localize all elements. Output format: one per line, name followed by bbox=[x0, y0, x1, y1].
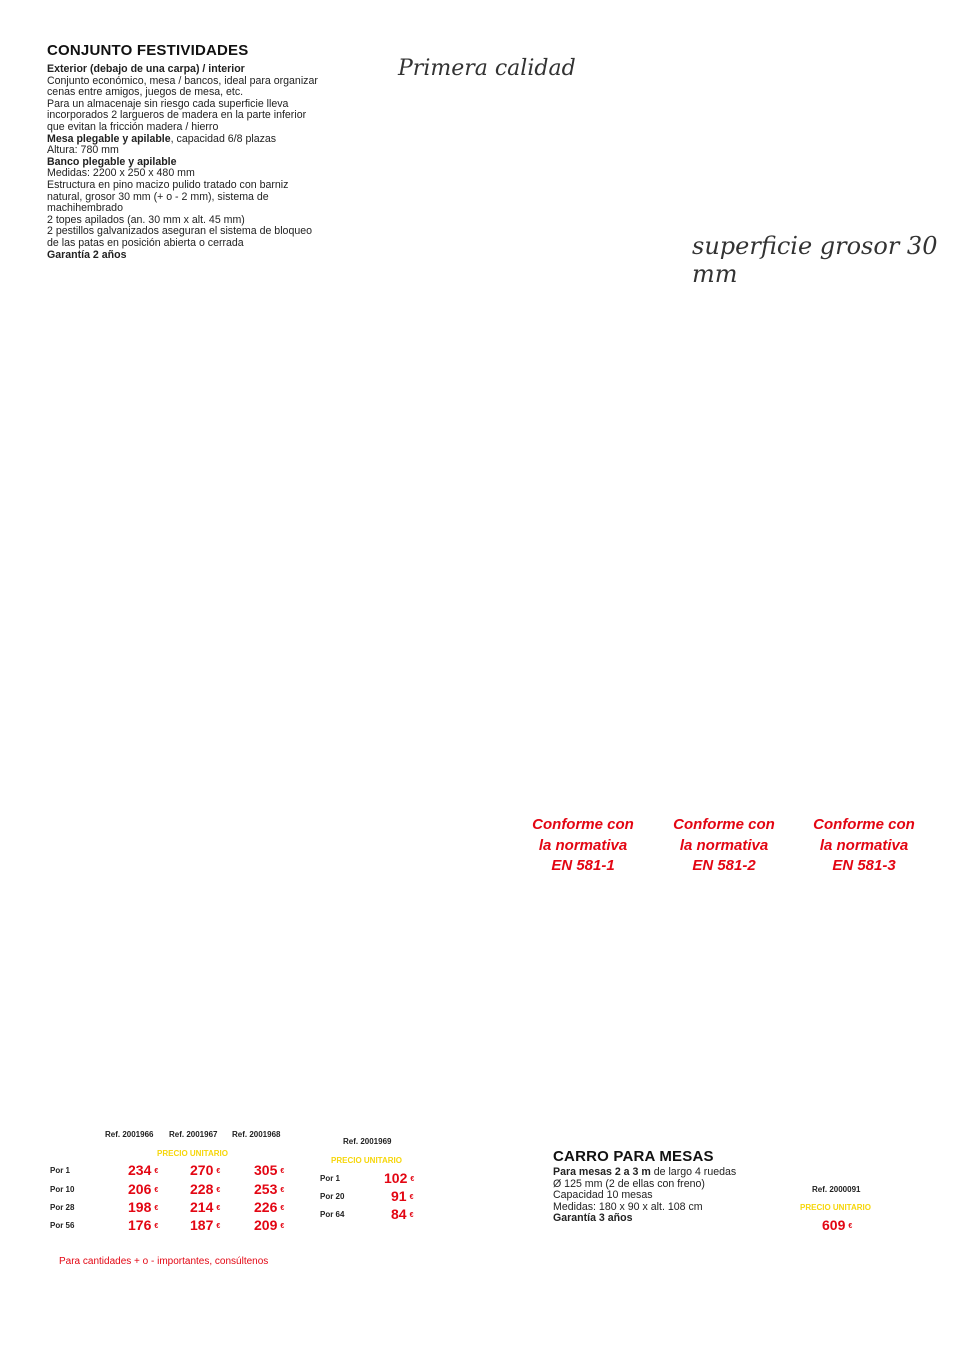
qty-label: Por 20 bbox=[320, 1192, 345, 1201]
price-cell: 270 € bbox=[190, 1162, 221, 1178]
price-cell: 214 € bbox=[190, 1199, 221, 1215]
desc-line: incorporados 2 largueros de madera en la parte inferior bbox=[47, 109, 307, 122]
qty-label: Por 56 bbox=[50, 1221, 75, 1230]
desc-line: Conjunto económico, mesa / bancos, ideal para organizar bbox=[47, 74, 318, 87]
subtitle: Exterior (debajo de una carpa) / interior bbox=[47, 63, 245, 75]
product-description-carro bbox=[553, 1167, 736, 1225]
handwritten-primera-calidad: Primera calidad bbox=[398, 56, 576, 81]
euro-symbol: € bbox=[280, 1186, 285, 1194]
qty-label: Por 28 bbox=[50, 1203, 75, 1212]
normativa-line: la normativa bbox=[679, 836, 769, 854]
normativa-code: EN 581-1 bbox=[551, 857, 615, 874]
euro-symbol: € bbox=[216, 1222, 221, 1230]
ref-label: Ref. 2001967 bbox=[169, 1130, 218, 1139]
desc-line: que evitan la fricción madera / hierro bbox=[47, 120, 219, 133]
price-cell: 253 € bbox=[254, 1181, 285, 1197]
euro-symbol: € bbox=[409, 1211, 414, 1219]
precio-unitario-label: PRECIO UNITARIO bbox=[331, 1156, 402, 1165]
quantity-note: Para cantidades + o - importantes, consúltenos bbox=[59, 1256, 269, 1267]
desc-line: 2 topes apilados (an. 30 mm x alt. 45 mm) bbox=[47, 213, 245, 226]
euro-symbol: € bbox=[154, 1204, 159, 1212]
warranty-label: Garantía 2 años bbox=[47, 248, 127, 261]
euro-symbol: € bbox=[216, 1204, 221, 1212]
price-cell: 209 € bbox=[254, 1217, 285, 1233]
price-cell: 226 € bbox=[254, 1199, 285, 1215]
normativa-line: Conforme con bbox=[532, 816, 634, 833]
price-cell: 206 € bbox=[128, 1181, 159, 1197]
normativa-line: la normativa bbox=[538, 836, 628, 854]
mesa-label: Mesa plegable y apilable bbox=[47, 132, 171, 145]
normativa-badge-en581-1 bbox=[518, 815, 648, 877]
euro-symbol: € bbox=[280, 1167, 285, 1175]
euro-symbol: € bbox=[154, 1186, 159, 1194]
warranty-label: Garantía 3 años bbox=[553, 1212, 633, 1225]
euro-symbol: € bbox=[154, 1222, 159, 1230]
price-cell: 198 € bbox=[128, 1199, 159, 1215]
desc-line: de las patas en posición abierta o cerrada bbox=[47, 236, 244, 249]
desc-line: Capacidad 10 mesas bbox=[553, 1189, 653, 1202]
normativa-line: la normativa bbox=[819, 836, 909, 854]
desc-line: natural, grosor 30 mm (+ o - 2 mm), sistema de bbox=[47, 190, 269, 203]
desc-line: Medidas: 180 x 90 x alt. 108 cm bbox=[553, 1200, 703, 1213]
desc-line: Estructura en pino macizo pulido tratado con barniz bbox=[47, 178, 289, 191]
normativa-badge-en581-2 bbox=[659, 815, 789, 877]
qty-label: Por 64 bbox=[320, 1210, 345, 1219]
product-title-carro: CARRO PARA MESAS bbox=[553, 1148, 714, 1165]
handwritten-superficie-grosor: superficie grosor 30 mm bbox=[692, 232, 938, 288]
desc-line: de largo 4 ruedas bbox=[650, 1166, 737, 1178]
desc-line: Ø 125 mm (2 de ellas con freno) bbox=[553, 1177, 705, 1190]
normativa-line: Conforme con bbox=[673, 816, 775, 833]
price-cell: 91 € bbox=[391, 1188, 414, 1204]
qty-label: Por 10 bbox=[50, 1185, 75, 1194]
normativa-badge-en581-3 bbox=[799, 815, 929, 877]
mesa-capacity: , capacidad 6/8 plazas bbox=[170, 132, 277, 145]
desc-line: cenas entre amigos, juegos de mesa, etc. bbox=[47, 86, 244, 99]
ref-label: Ref. 2000091 bbox=[812, 1185, 861, 1194]
normativa-code: EN 581-2 bbox=[692, 857, 756, 874]
price-cell: 84 € bbox=[391, 1206, 414, 1222]
euro-symbol: € bbox=[216, 1167, 221, 1175]
euro-symbol: € bbox=[410, 1175, 415, 1183]
euro-symbol: € bbox=[848, 1222, 853, 1230]
banco-label: Banco plegable y apilable bbox=[47, 155, 177, 168]
euro-symbol: € bbox=[280, 1204, 285, 1212]
desc-line: 2 pestillos galvanizados aseguran el sistema de bloqueo bbox=[47, 225, 313, 238]
product-title-conjunto: CONJUNTO FESTIVIDADES bbox=[47, 42, 249, 59]
desc-line: Medidas: 2200 x 250 x 480 mm bbox=[47, 167, 195, 180]
normativa-line: Conforme con bbox=[813, 816, 915, 833]
normativa-code: EN 581-3 bbox=[832, 857, 896, 874]
qty-label: Por 1 bbox=[50, 1166, 71, 1175]
euro-symbol: € bbox=[280, 1222, 285, 1230]
product-description-conjunto bbox=[47, 64, 318, 261]
price-cell: 305 € bbox=[254, 1162, 285, 1178]
ref-label: Ref. 2001968 bbox=[232, 1130, 281, 1139]
euro-symbol: € bbox=[154, 1167, 159, 1175]
desc-line: Altura: 780 mm bbox=[47, 144, 119, 157]
price-cell: 187 € bbox=[190, 1217, 221, 1233]
desc-line: machihembrado bbox=[47, 202, 123, 215]
price-cell: 234 € bbox=[128, 1162, 159, 1178]
ref-label: Ref. 2001969 bbox=[343, 1137, 392, 1146]
price-cell: 228 € bbox=[190, 1181, 221, 1197]
euro-symbol: € bbox=[216, 1186, 221, 1194]
price-cell: 102 € bbox=[384, 1170, 415, 1186]
precio-unitario-label: PRECIO UNITARIO bbox=[800, 1203, 871, 1212]
desc-line: Para un almacenaje sin riesgo cada superficie lleva bbox=[47, 97, 289, 110]
price-cell: 176 € bbox=[128, 1217, 159, 1233]
ref-label: Ref. 2001966 bbox=[105, 1130, 154, 1139]
carro-mesas-label: Para mesas 2 a 3 m bbox=[553, 1166, 651, 1178]
precio-unitario-label: PRECIO UNITARIO bbox=[157, 1149, 228, 1158]
euro-symbol: € bbox=[409, 1193, 414, 1201]
qty-label: Por 1 bbox=[320, 1174, 341, 1183]
price-cell: 609 € bbox=[822, 1217, 853, 1233]
